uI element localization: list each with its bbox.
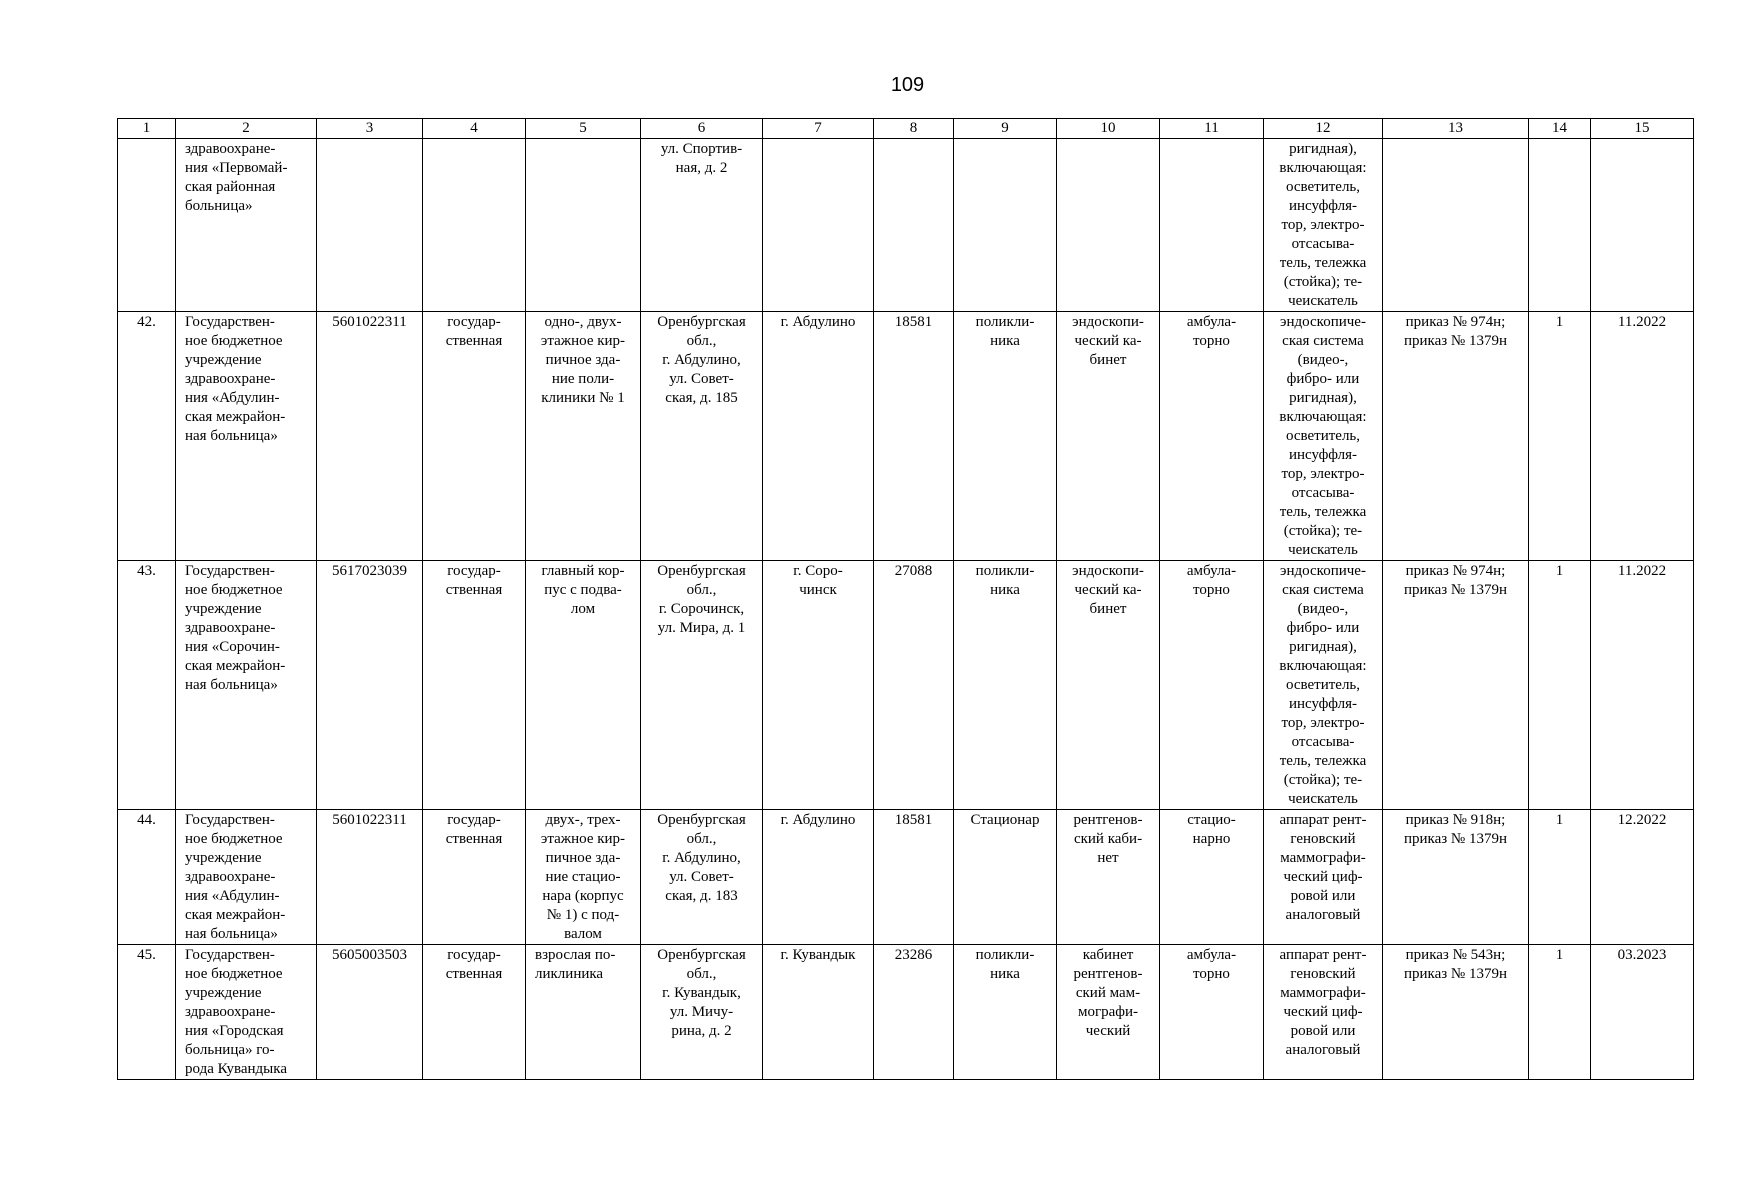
locality-cell: г. Абдулино (763, 810, 874, 945)
care-form-cell: амбула- торно (1160, 312, 1264, 561)
equipment-cell: ригидная), включающая: осветитель, инсуффля- тор, электро- отсасыва- тель, тележка (стойка); те- чеискатель (1264, 139, 1383, 312)
row-number-cell: 43. (118, 561, 176, 810)
column-header: 8 (874, 119, 954, 139)
care-form-cell: амбула- торно (1160, 561, 1264, 810)
registry-table (117, 118, 1694, 1080)
inn-cell: 5601022311 (317, 810, 423, 945)
building-cell: взрослая по- ликлиника (526, 945, 641, 1080)
equipment-cell: аппарат рент- геновский маммографи- ческий циф- ровой или аналоговый (1264, 810, 1383, 945)
unit-cell: рентгенов- ский каби- нет (1057, 810, 1160, 945)
orders-cell: приказ № 543н; приказ № 1379н (1383, 945, 1529, 1080)
date-cell: 03.2023 (1591, 945, 1694, 1080)
orders-cell: приказ № 918н; приказ № 1379н (1383, 810, 1529, 945)
row-number-cell: 42. (118, 312, 176, 561)
organization-cell: Государствен- ное бюджетное учреждение здравоохране- ния «Абдулин- ская межрайон- ная больница» (176, 312, 317, 561)
column-header: 5 (526, 119, 641, 139)
building-cell: главный кор- пус с подва- лом (526, 561, 641, 810)
unit-cell (1057, 139, 1160, 312)
ownership-cell: государ- ственная (423, 810, 526, 945)
orders-cell: приказ № 974н; приказ № 1379н (1383, 561, 1529, 810)
inn-cell: 5605003503 (317, 945, 423, 1080)
address-cell: Оренбургская обл., г. Сорочинск, ул. Мира, д. 1 (641, 561, 763, 810)
organization-cell: Государствен- ное бюджетное учреждение здравоохране- ния «Сорочин- ская межрайон- ная больница» (176, 561, 317, 810)
building-cell: одно-, двух- этажное кир- пичное зда- ние поли- клиники № 1 (526, 312, 641, 561)
population-cell: 18581 (874, 312, 954, 561)
column-header: 15 (1591, 119, 1694, 139)
quantity-cell: 1 (1529, 945, 1591, 1080)
quantity-cell: 1 (1529, 810, 1591, 945)
population-cell: 23286 (874, 945, 954, 1080)
column-header: 1 (118, 119, 176, 139)
date-cell: 11.2022 (1591, 312, 1694, 561)
table-row (118, 810, 1694, 945)
ownership-cell (423, 139, 526, 312)
date-cell: 11.2022 (1591, 561, 1694, 810)
table-row (118, 312, 1694, 561)
orders-cell: приказ № 974н; приказ № 1379н (1383, 312, 1529, 561)
inn-cell (317, 139, 423, 312)
row-number-cell: 44. (118, 810, 176, 945)
locality-cell: г. Кувандык (763, 945, 874, 1080)
column-header: 4 (423, 119, 526, 139)
facility-cell: поликли- ника (954, 561, 1057, 810)
facility-cell (954, 139, 1057, 312)
organization-cell: здравоохране- ния «Первомай- ская районная больница» (176, 139, 317, 312)
table-row (118, 561, 1694, 810)
column-header: 7 (763, 119, 874, 139)
column-header: 13 (1383, 119, 1529, 139)
care-form-cell: стацио- нарно (1160, 810, 1264, 945)
organization-cell: Государствен- ное бюджетное учреждение здравоохране- ния «Городская больница» го- рода Кувандыка (176, 945, 317, 1080)
locality-cell (763, 139, 874, 312)
facility-cell: Стационар (954, 810, 1057, 945)
address-cell: Оренбургская обл., г. Абдулино, ул. Совет- ская, д. 185 (641, 312, 763, 561)
ownership-cell: государ- ственная (423, 945, 526, 1080)
date-cell (1591, 139, 1694, 312)
quantity-cell (1529, 139, 1591, 312)
column-header: 3 (317, 119, 423, 139)
population-cell (874, 139, 954, 312)
locality-cell: г. Абдулино (763, 312, 874, 561)
column-header: 9 (954, 119, 1057, 139)
facility-cell: поликли- ника (954, 312, 1057, 561)
table-row (118, 945, 1694, 1080)
population-cell: 18581 (874, 810, 954, 945)
locality-cell: г. Соро- чинск (763, 561, 874, 810)
address-cell: Оренбургская обл., г. Абдулино, ул. Совет- ская, д. 183 (641, 810, 763, 945)
row-number-cell: 45. (118, 945, 176, 1080)
care-form-cell: амбула- торно (1160, 945, 1264, 1080)
orders-cell (1383, 139, 1529, 312)
quantity-cell: 1 (1529, 312, 1591, 561)
quantity-cell: 1 (1529, 561, 1591, 810)
facility-cell: поликли- ника (954, 945, 1057, 1080)
address-cell: ул. Спортив- ная, д. 2 (641, 139, 763, 312)
equipment-cell: эндоскопиче- ская система (видео-, фибро- или ригидная), включающая: осветитель, инсуффля- тор, электро- отсасыва- тель, тележка (стойка); те- чеискатель (1264, 561, 1383, 810)
column-header: 14 (1529, 119, 1591, 139)
column-header-row (118, 119, 1694, 139)
page-number: 109 (890, 74, 925, 96)
column-header: 12 (1264, 119, 1383, 139)
inn-cell: 5601022311 (317, 312, 423, 561)
date-cell: 12.2022 (1591, 810, 1694, 945)
column-header: 6 (641, 119, 763, 139)
organization-cell: Государствен- ное бюджетное учреждение здравоохране- ния «Абдулин- ская межрайон- ная больница» (176, 810, 317, 945)
inn-cell: 5617023039 (317, 561, 423, 810)
column-header: 10 (1057, 119, 1160, 139)
ownership-cell: государ- ственная (423, 561, 526, 810)
table-row (118, 139, 1694, 312)
column-header: 2 (176, 119, 317, 139)
equipment-cell: эндоскопиче- ская система (видео-, фибро- или ригидная), включающая: осветитель, инсуффля- тор, электро- отсасыва- тель, тележка (стойка); те- чеискатель (1264, 312, 1383, 561)
address-cell: Оренбургская обл., г. Кувандык, ул. Мичу- рина, д. 2 (641, 945, 763, 1080)
building-cell (526, 139, 641, 312)
building-cell: двух-, трех- этажное кир- пичное зда- ние стацио- нара (корпус № 1) с под- валом (526, 810, 641, 945)
care-form-cell (1160, 139, 1264, 312)
row-number-cell (118, 139, 176, 312)
unit-cell: эндоскопи- ческий ка- бинет (1057, 312, 1160, 561)
unit-cell: эндоскопи- ческий ка- бинет (1057, 561, 1160, 810)
ownership-cell: государ- ственная (423, 312, 526, 561)
column-header: 11 (1160, 119, 1264, 139)
equipment-cell: аппарат рент- геновский маммографи- ческий циф- ровой или аналоговый (1264, 945, 1383, 1080)
population-cell: 27088 (874, 561, 954, 810)
unit-cell: кабинет рентгенов- ский мам- мографи- ческий (1057, 945, 1160, 1080)
